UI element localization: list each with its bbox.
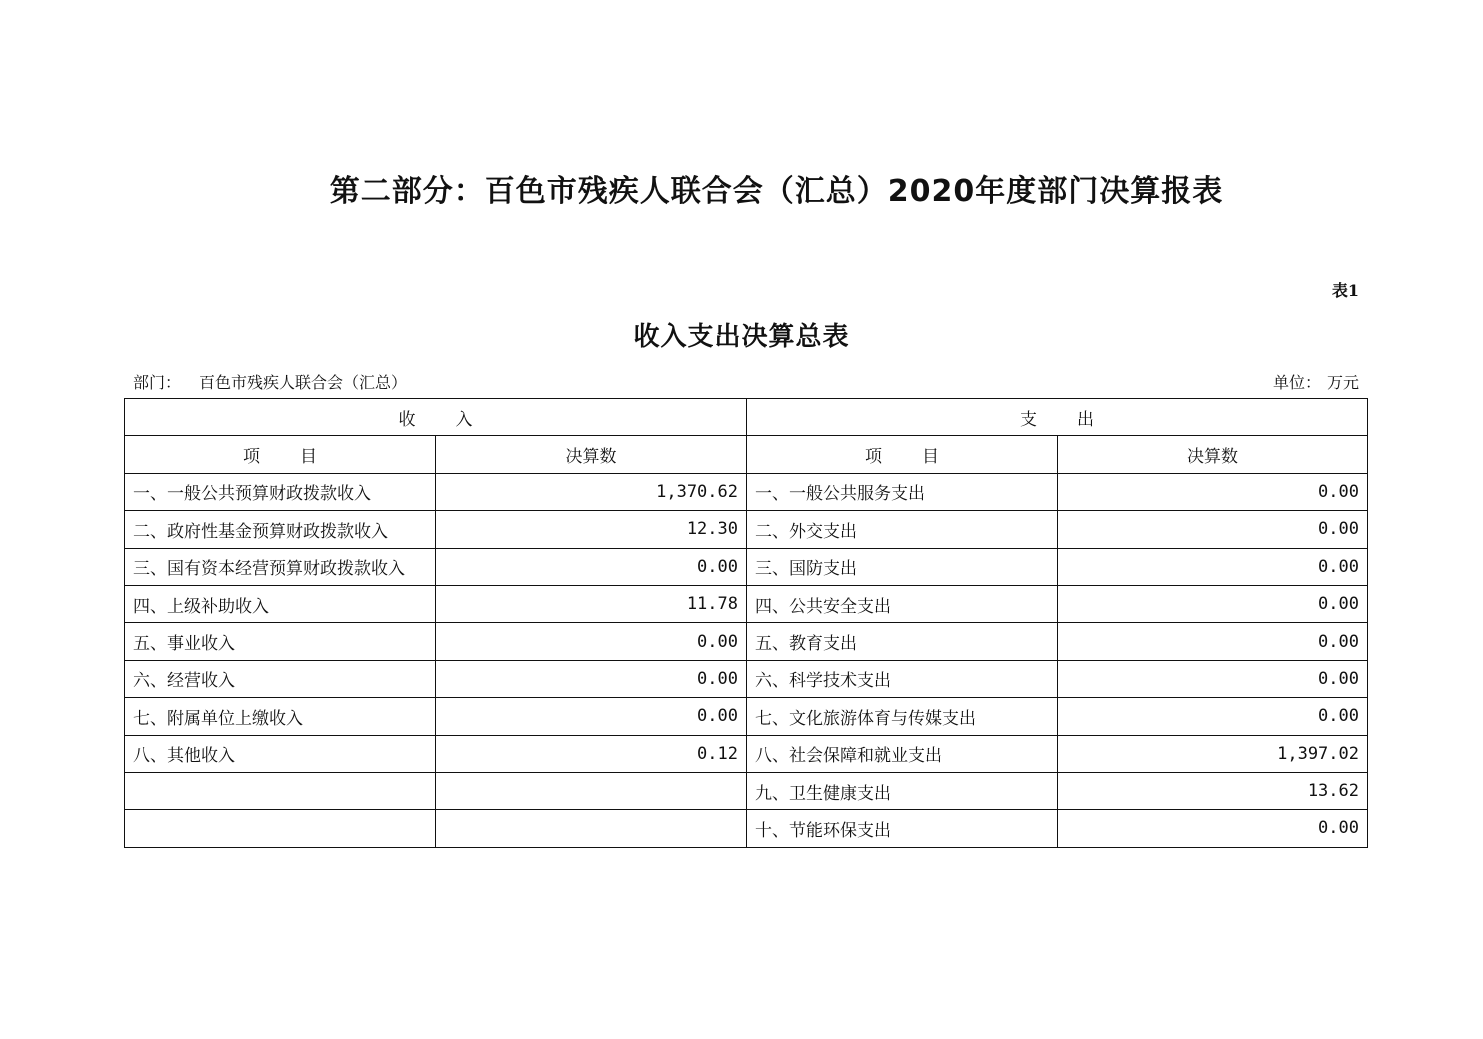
income-amount-header: 决算数 [436,436,747,473]
table-row [125,623,1368,660]
table-row [125,698,1368,735]
income-item: 四、上级补助收入 [125,585,436,622]
expense-item: 二、外交支出 [747,511,1058,548]
expense-item: 一、一般公共服务支出 [747,473,1058,510]
expense-amount: 0.00 [1058,698,1368,735]
expense-section-header: 支出 [747,399,1368,436]
expense-amount: 0.00 [1058,810,1368,847]
expense-amount: 0.00 [1058,548,1368,585]
income-section-header: 收入 [125,399,747,436]
expense-amount: 0.00 [1058,473,1368,510]
table-row [125,810,1368,847]
expense-amount: 0.00 [1058,660,1368,697]
table-row [125,473,1368,510]
unit-value: 万元 [1326,373,1359,392]
expense-item: 三、国防支出 [747,548,1058,585]
income-amount: 0.00 [436,660,747,697]
department-value: 百色市残疾人联合会（汇总） [199,373,408,392]
income-amount: 0.00 [436,623,747,660]
expense-item: 七、文化旅游体育与传媒支出 [747,698,1058,735]
table-row [125,548,1368,585]
expense-item-header: 项目 [747,436,1058,473]
income-amount: 1,370.62 [436,473,747,510]
expense-item: 八、社会保障和就业支出 [747,735,1058,772]
income-item: 八、其他收入 [125,735,436,772]
expense-item: 九、卫生健康支出 [747,772,1058,809]
expense-item: 六、科学技术支出 [747,660,1058,697]
income-item: 一、一般公共预算财政拨款收入 [125,473,436,510]
expense-item: 五、教育支出 [747,623,1058,660]
table-title: 收入支出决算总表 [633,322,850,352]
table-row [125,585,1368,622]
expense-amount: 0.00 [1058,623,1368,660]
expense-item: 十、节能环保支出 [747,810,1058,847]
expense-amount-header: 决算数 [1058,436,1368,473]
income-item: 五、事业收入 [125,623,436,660]
main-title: 第二部分：百色市残疾人联合会（汇总）2020年度部门决算报表 [329,174,1224,209]
table-row [125,660,1368,697]
table-number: 表1 [1331,281,1359,300]
department-line [133,370,407,393]
expense-amount: 0.00 [1058,511,1368,548]
income-amount: 0.12 [436,735,747,772]
expense-amount: 0.00 [1058,585,1368,622]
income-amount [436,810,747,847]
income-item-header: 项目 [125,436,436,473]
income-amount: 12.30 [436,511,747,548]
expense-amount: 1,397.02 [1058,735,1368,772]
income-item: 二、政府性基金预算财政拨款收入 [125,511,436,548]
department-label: 部门： [133,373,182,392]
table-row [125,735,1368,772]
expense-amount: 13.62 [1058,772,1368,809]
expense-item: 四、公共安全支出 [747,585,1058,622]
income-item: 七、附属单位上缴收入 [125,698,436,735]
income-amount: 0.00 [436,548,747,585]
table-row [125,772,1368,809]
income-item: 三、国有资本经营预算财政拨款收入 [125,548,436,585]
unit-label: 单位： [1272,373,1321,392]
income-item [125,772,436,809]
income-amount: 11.78 [436,585,747,622]
column-header-row [125,436,1368,473]
income-expense-table [124,398,1368,848]
income-item: 六、经营收入 [125,660,436,697]
income-amount [436,772,747,809]
table-row [125,511,1368,548]
income-item [125,810,436,847]
unit-line [1273,370,1359,393]
income-amount: 0.00 [436,698,747,735]
section-header-row [125,399,1368,436]
